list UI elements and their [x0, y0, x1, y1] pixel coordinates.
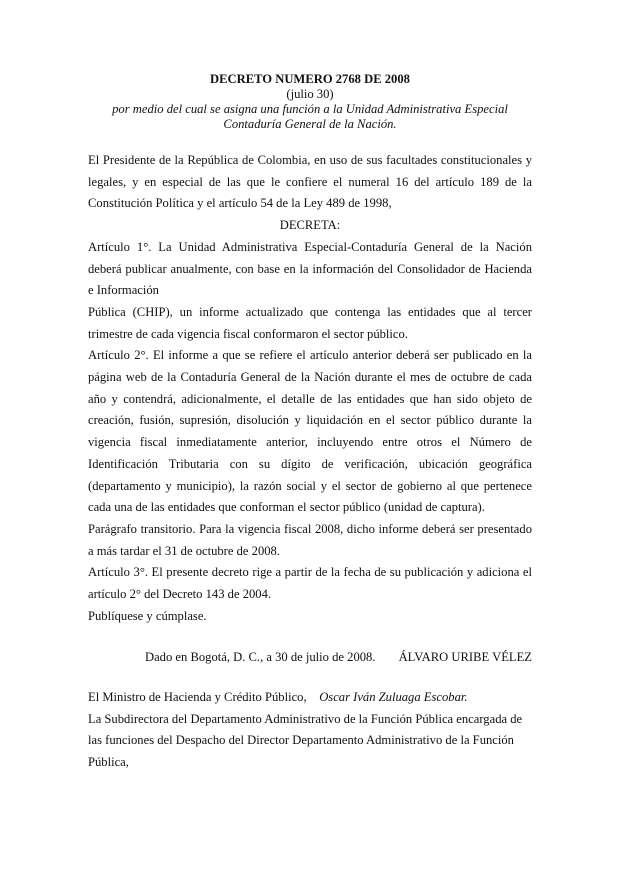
- decree-date: (julio 30): [286, 87, 334, 101]
- signature-line: [145, 648, 532, 666]
- signatories: [88, 687, 532, 774]
- president-name: ÁLVARO URIBE VÉLEZ: [398, 650, 532, 664]
- article-1-part2: Pública (CHIP), un informe actualizado que contenga las entidades que al tercer trimestre de cada vigencia fiscal conformaron el sector público.: [88, 304, 532, 341]
- decree-body: [88, 150, 532, 627]
- decree-subtitle-line1: por medio del cual se asigna una función a la Unidad Administrativa Especial: [112, 102, 508, 116]
- decree-header: [88, 72, 532, 132]
- article-2: Artículo 2°. El informe a que se refiere el artículo anterior deberá ser publicado en la página web de la Contaduría General de la Nación durante el mes de octubre de cada año y contendrá, adicionalmente, el detalle de las entidades que han sido objeto de creación, fusión, supresión, disolución y liquidación en el sector público durante la vigencia fiscal inmediatamente anterior, incluyendo entre otros el Número de Identificación Tributaria con su dígito de verificación, ubicación geográfica (departamento y municipio), la razón social y el sector de gobierno al que pertenece cada una de las entidades que conforman el sector público (unidad de captura).: [88, 348, 532, 515]
- subdirectora-paragraph: La Subdirectora del Departamento Administrativo de la Función Pública encargada de las funciones del Despacho del Director Departamento Administrativo de la Función Pública,: [88, 711, 523, 770]
- decreta-heading: DECRETA:: [279, 218, 341, 233]
- minister-name: Oscar Iván Zuluaga Escobar.: [319, 690, 468, 704]
- place-date: Dado en Bogotá, D. C., a 30 de julio de 2008.: [145, 650, 376, 664]
- decree-subtitle-line2: Contaduría General de la Nación.: [223, 117, 397, 131]
- minister-label: El Ministro de Hacienda y Crédito Público,: [88, 690, 307, 704]
- closing-line: Publíquese y cúmplase.: [88, 608, 207, 623]
- intro-paragraph: El Presidente de la República de Colombia, en uso de sus facultades constitucionales y legales, y en especial de las que le confiere el numeral 16 del artículo 189 de la Constitución Política y el artículo 54 de la Ley 489 de 1998,: [88, 153, 532, 211]
- paragrafo-transitorio: Parágrafo transitorio. Para la vigencia fiscal 2008, dicho informe deberá ser presentado a más tardar el 31 de octubre de 2008.: [88, 521, 532, 558]
- article-1-part1: Artículo 1°. La Unidad Administrativa Especial-Contaduría General de la Nación deberá publicar anualmente, con base en la información del Consolidador de Hacienda e Información: [88, 239, 532, 298]
- article-3: Artículo 3°. El presente decreto rige a partir de la fecha de su publicación y adiciona el artículo 2° del Decreto 143 de 2004.: [88, 565, 532, 602]
- decree-title: DECRETO NUMERO 2768 DE 2008: [210, 72, 410, 86]
- minister-line: [88, 687, 532, 709]
